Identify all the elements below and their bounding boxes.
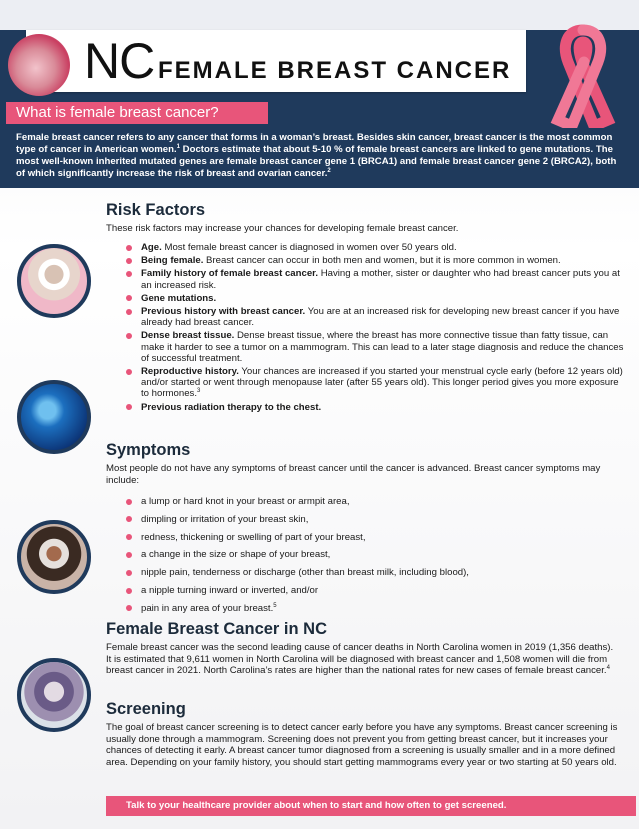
question-heading: What is female breast cancer? (16, 104, 219, 121)
risk-heading: Risk Factors (106, 201, 206, 219)
photo-three-women (17, 520, 91, 594)
title-nc: NC (84, 33, 155, 89)
symptom-item (126, 496, 626, 507)
symptom-text: a lump or hard knot in your breast or armpit area, (141, 496, 350, 507)
risk-item-text: Having a mother, sister or daughter who had breast cancer puts you at an increased risk. (141, 268, 620, 291)
nc-heading: Female Breast Cancer in NC (106, 620, 328, 638)
risk-item-text: Your chances are increased if you started your menstrual cycle early (before 12 years old) and/or started or went through menopause later (after 55 years old). This longer period gives you more exposure to hormones. (141, 366, 623, 400)
cta-banner (106, 796, 636, 816)
risk-list (126, 242, 626, 415)
symptom-text: redness, thickening or swelling of part of your breast, (141, 531, 366, 543)
cta-text: Talk to your healthcare provider about when to start and how often to get screened. (126, 800, 507, 811)
screening-text: The goal of breast cancer screening is to detect cancer early before you have any symptoms. Breast cancer screening is usually done through a mammogram. Screening does not prevent you from getting breast cancer, but it increases your chances of detecting it early. A breast cancer tumor diagnosed from a screening is usually smaller and in a more defined area. Depending on your family history, you should start getting mammograms every year or two starting at 50 years old. (106, 722, 618, 768)
risk-item-title: Being female. (141, 255, 204, 267)
intro-part: Doctors estimate that about 5-10 % of female breast cancers are linked to gene mutations. The most well-known inherited mutated genes are female breast cancer gene 1 (BRCA1) and female breast cancer gene 2 (BRCA2), both of which significantly increase the risk of breast and ovarian cancer. (16, 144, 617, 179)
risk-item-title: Gene mutations. (141, 292, 217, 304)
symptom-item (126, 567, 626, 578)
symptom-item (126, 549, 626, 560)
risk-item (126, 242, 626, 253)
symptoms-heading: Symptoms (106, 441, 191, 459)
intro-box (0, 128, 639, 188)
risk-item-text: Most female breast cancer is diagnosed in women over 50 years old. (161, 242, 457, 253)
symptoms-list (126, 496, 626, 621)
risk-item (126, 330, 626, 364)
footnote-ref: 5 (273, 602, 277, 609)
risk-item-title: Previous radiation therapy to the chest. (141, 401, 322, 413)
intro-part: Female breast cancer refers to any cancer that forms in a woman’s breast. Besides skin cancer, breast cancer is the most common type of cancer in American women. (16, 132, 613, 155)
footnote-ref: 3 (197, 388, 201, 395)
risk-item (126, 306, 626, 328)
pink-ribbon-icon (548, 22, 618, 130)
risk-item (126, 255, 626, 266)
risk-lead: These risk factors may increase your chances for developing female breast cancer. (106, 223, 459, 234)
risk-item (126, 366, 626, 400)
nc-text (106, 642, 618, 677)
header-top-strip (0, 0, 639, 30)
intro-text (16, 132, 626, 180)
page-title: FEMALE BREAST CANCER (158, 57, 512, 84)
screening-heading: Screening (106, 700, 186, 718)
risk-item (126, 268, 626, 290)
risk-item-text: You are at an increased risk for developing new breast cancer if you have already had breast cancer. (141, 306, 620, 329)
risk-item-title: Family history of female breast cancer. (141, 268, 319, 280)
symptom-text: nipple pain, tenderness or discharge (other than breast milk, including blood), (141, 567, 469, 579)
symptom-text: a nipple turning inward or inverted, and/or (141, 584, 319, 596)
risk-item-title: Reproductive history. (141, 366, 239, 378)
symptom-item (126, 514, 626, 525)
footnote-ref: 2 (327, 167, 331, 174)
nc-body: Female breast cancer was the second leading cause of cancer deaths in North Carolina women in 2019 (1,356 deaths). It is estimated that 9,611 women in North Carolina will be diagnosed with breast cancer and 1,508 women will die from breast cancer in 2021. North Carolina’s rates are higher than the national rates for new cases of female breast cancer. (106, 642, 614, 677)
symptom-item (126, 603, 626, 614)
photo-older-woman (17, 244, 91, 318)
risk-item (126, 293, 626, 304)
photo-mammogram (17, 658, 91, 732)
symptom-text: pain in any area of your breast. (141, 602, 274, 614)
footnote-ref: 4 (606, 665, 610, 671)
symptom-item (126, 585, 626, 596)
symptoms-lead: Most people do not have any symptoms of breast cancer until the cancer is advanced. Breast cancer symptoms may include: (106, 463, 601, 486)
footnote-ref: 1 (176, 143, 180, 150)
risk-item-title: Age. (141, 242, 162, 253)
risk-item-title: Previous history with breast cancer. (141, 306, 306, 318)
risk-item-title: Dense breast tissue. (141, 330, 235, 342)
risk-item (126, 402, 626, 413)
symptom-text: dimpling or irritation of your breast skin, (141, 513, 309, 525)
photo-dna-helix (17, 380, 91, 454)
risk-item-text: Dense breast tissue, where the breast has more connective tissue than fatty tissue, can make it harder to see a tumor on a mammogram. This can lead to a later stage diagnosis and reduce the chances of successful treatment. (141, 330, 624, 364)
symptom-item (126, 532, 626, 543)
header-photo (8, 34, 70, 96)
risk-item-text: Breast cancer can occur in both men and women, but it is more common in women. (203, 255, 561, 267)
symptom-text: a change in the size or shape of your breast, (141, 549, 331, 561)
